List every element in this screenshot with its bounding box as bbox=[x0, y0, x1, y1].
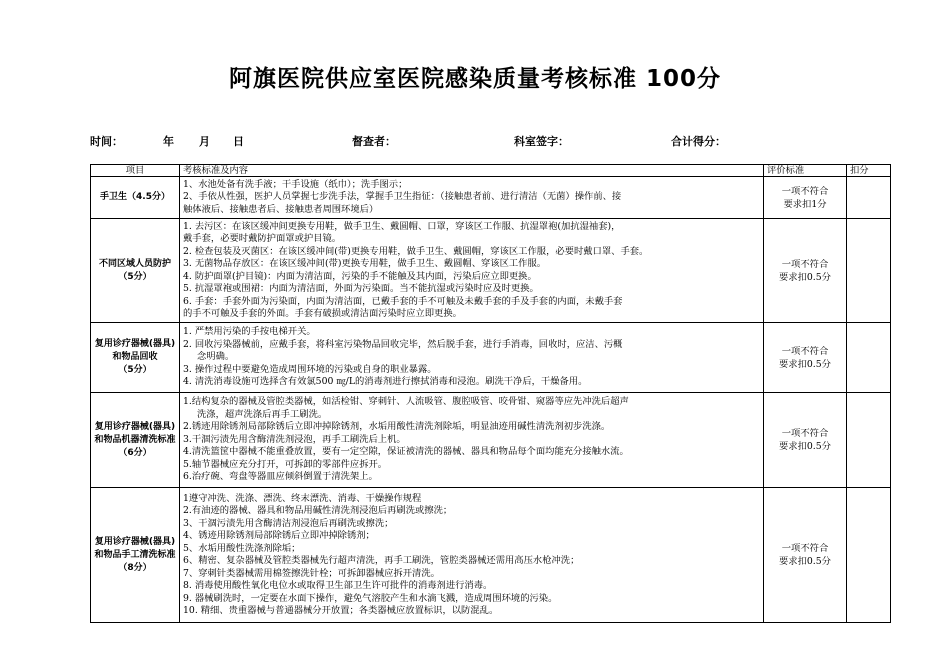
dept-sign-label: 科室签字： bbox=[514, 135, 569, 148]
content-line: 2. 回收污染器械前，应戴手套，将科室污染物品回收完毕，然后脱手套，进行手消毒，回收时，应洁、污概 bbox=[183, 338, 623, 350]
evaluation-text: 要求扣0.5分 bbox=[779, 441, 831, 452]
content-line: 3. 操作过程中要避免造成周围环境的污染或自身的职业暴露。 bbox=[183, 363, 437, 375]
content-line: 8. 消毒使用酸性氧化电位水或取得卫生部卫生许可批件的消毒剂进行消毒。 bbox=[183, 580, 493, 591]
content-line: 触体液后、接触患者后、接触患者周围环境后） bbox=[183, 203, 379, 215]
row-evaluation-cell bbox=[764, 393, 847, 488]
row-item-text: 和物品手工清洗标准 bbox=[94, 549, 176, 560]
row-item-text: 复用诊疗器械(器具) bbox=[94, 339, 176, 349]
row-item-text: 不同区域人员防护 bbox=[98, 258, 171, 269]
content-line: 3. 无菌物品存放区：在该区缓冲间(带)更换专用鞋，做手卫生、戴圆帽、穿该区工作服。 bbox=[183, 258, 547, 269]
content-line: 6.治疗碗、弯盘等器皿应倾斜倒置于清洗架上。 bbox=[183, 471, 378, 483]
content-line: 2、手依从性强，医护人员掌握七步洗手法，掌握手卫生指征：（接触患者前、进行清洁（无菌）操作前、接 bbox=[183, 191, 622, 203]
evaluation-text: 要求扣0.5分 bbox=[779, 358, 831, 370]
content-line: 7、穿刺针类器械需用棉签擦洗针栓；可拆卸器械应拆开清洗。 bbox=[183, 567, 440, 579]
content-line: 4. 清洗消毒设施可选择含有效氯500 ㎎/L的消毒剂进行擦拭消毒和浸泡。刷洗干净后，干燥备用。 bbox=[183, 376, 588, 388]
row-deduction-cell[interactable] bbox=[847, 488, 891, 623]
row-item-text: （8分） bbox=[118, 562, 152, 573]
row-evaluation-cell bbox=[764, 323, 847, 393]
content-line: 戴手套，必要时戴防护面罩或护目镜。 bbox=[183, 233, 342, 244]
row-item-cell bbox=[91, 488, 180, 623]
row-evaluation-cell bbox=[764, 488, 847, 623]
content-line: 的手不可触及手套的外面。手套有破损或清洁面污染时应立即更换。 bbox=[183, 308, 462, 319]
content-line: 1. 去污区：在该区缓冲间更换专用鞋，做手卫生、戴圆帽、口罩，穿该区工作服、抗湿罩袍(加抗湿袖套)， bbox=[183, 220, 621, 232]
content-line: 6. 手套：手套外面为污染面，内面为清洁面，已戴手套的手不可触及未戴手套的手及手套的内面，未戴手套 bbox=[183, 295, 623, 307]
assessment-table bbox=[90, 164, 891, 623]
row-item-text: 和物品机器清洗标准 bbox=[94, 434, 176, 445]
day-label: 日 bbox=[233, 135, 244, 148]
row-item-text: 手卫生（4.5分） bbox=[100, 192, 170, 202]
content-line: 4、锈迹用除锈剂局部除锈后立即冲掉除锈剂； bbox=[183, 530, 375, 541]
year-label: 年 bbox=[163, 135, 174, 148]
header-deduction: 扣分 bbox=[847, 165, 891, 177]
row-item-text: （6分） bbox=[118, 447, 152, 458]
row-content-cell bbox=[180, 177, 764, 219]
row-item-text: （5分） bbox=[118, 271, 152, 282]
month-label: 月 bbox=[199, 135, 210, 148]
row-item-cell bbox=[91, 177, 180, 219]
content-line: 5. 抗湿罩袍或围裙：内面为清洁面，外面为污染面。当不能抗湿或污染时应及时更换。 bbox=[183, 283, 539, 294]
table-row bbox=[91, 488, 891, 623]
row-content-cell bbox=[180, 488, 764, 623]
table-header-row bbox=[91, 165, 891, 177]
row-evaluation-cell bbox=[764, 219, 847, 323]
table-row bbox=[91, 323, 891, 393]
content-line: 6、精密、复杂器械及管腔类器械先行超声清洗，再手工刷洗，管腔类器械还需用高压水枪冲洗； bbox=[183, 555, 580, 566]
evaluation-text: 要求扣0.5分 bbox=[779, 271, 831, 283]
content-line: 3.干涸污渍先用含酶清洗剂浸泡，再手工刷洗后上机。 bbox=[183, 433, 406, 445]
row-content-cell bbox=[180, 393, 764, 488]
evaluation-text: 要求扣0.5分 bbox=[779, 556, 831, 567]
row-deduction-cell[interactable] bbox=[847, 177, 891, 219]
content-line: 10. 精细、贵重器械与普通器械分开放置；各类器械应放置标识，以防混乱。 bbox=[183, 605, 499, 616]
row-item-text: 复用诊疗器械(器具) bbox=[94, 421, 176, 432]
content-line: 4. 防护面罩(护目镜)：内面为清洁面，污染的手不能触及其内面，污染后应立即更换。 bbox=[183, 270, 537, 282]
evaluation-text: 一项不符合 bbox=[781, 428, 829, 439]
content-line: 1. 严禁用污染的手按电梯开关。 bbox=[183, 326, 316, 338]
row-item-cell bbox=[91, 219, 180, 323]
row-item-text: （5分） bbox=[118, 365, 152, 375]
row-content-cell bbox=[180, 219, 764, 323]
row-deduction-cell[interactable] bbox=[847, 323, 891, 393]
row-deduction-cell[interactable] bbox=[847, 393, 891, 488]
content-line: 5、水垢用酸性洗涤剂除垢； bbox=[183, 542, 301, 554]
header-content: 考核标准及内容 bbox=[180, 165, 764, 177]
content-line: 1遵守冲洗、洗涤、漂洗、终末漂洗、消毒、干燥操作规程 bbox=[183, 492, 422, 504]
evaluation-text: 一项不符合 bbox=[781, 345, 829, 357]
content-line: 1、水池处备有洗手液；干手设施（纸巾）；洗手图示； bbox=[183, 178, 408, 190]
content-line: 2.锈迹用除锈剂局部除锈后立即冲掉除锈剂，水垢用酸性清洗剂除垢，明显油迹用碱性清洗剂初步洗涤。 bbox=[183, 421, 611, 433]
content-line: 5.轴节器械应充分打开，可拆卸的零部件应拆开。 bbox=[183, 458, 388, 470]
content-line: 3、干涸污渍先用含酶清洁剂浸泡后再刷洗或擦洗； bbox=[183, 517, 394, 529]
page-title: 阿旗医院供应室医院感染质量考核标准 100分 bbox=[228, 66, 722, 92]
table-row bbox=[91, 177, 891, 219]
total-score-label: 合计得分： bbox=[671, 135, 726, 148]
evaluation-text: 一项不符合 bbox=[781, 258, 829, 270]
content-line: 2.有油迹的器械、器具和物品用碱性清洗剂浸泡后再刷洗或擦洗； bbox=[183, 505, 453, 516]
content-line: 9. 器械刷洗时，一定要在水面下操作，避免气溶胶产生和水滴飞溅，造成周围环境的污染。 bbox=[183, 592, 558, 604]
content-line: 念明确。 bbox=[197, 351, 235, 363]
row-deduction-cell[interactable] bbox=[847, 219, 891, 323]
evaluation-text: 一项不符合 bbox=[781, 543, 829, 554]
row-content-cell bbox=[180, 323, 764, 393]
row-item-text: 复用诊疗器械(器具) bbox=[94, 536, 176, 547]
row-item-cell bbox=[91, 323, 180, 393]
content-line: 2. 检查包装及灭菌区：在该区缓冲间(带)更换专用鞋，做手卫生、戴圆帽，穿该区工作服，必要时戴口罩、手套。 bbox=[183, 245, 649, 257]
content-line: 4.清洗篮筐中器械不能重叠放置，要有一定空隙，保证被清洗的器械、器具和物品每个面均能充分接触水流。 bbox=[183, 446, 629, 458]
time-label: 时间： bbox=[90, 135, 123, 148]
row-evaluation-cell bbox=[764, 177, 847, 219]
evaluation-text: 一项不符合 bbox=[781, 185, 829, 197]
evaluation-text: 要求扣1分 bbox=[783, 198, 827, 210]
row-item-text: 和物品回收 bbox=[112, 352, 158, 362]
table-row bbox=[91, 219, 891, 323]
table-row bbox=[91, 393, 891, 488]
header-evaluation: 评价标准 bbox=[764, 165, 847, 177]
header-item: 项目 bbox=[91, 165, 180, 177]
content-line: 洗涤，超声洗涤后再手工刷洗。 bbox=[197, 408, 328, 420]
content-line: 1.结构复杂的器械及管腔类器械，如活检钳、穿刺针、人流吸管、腹腔吸管、咬骨钳、窥器等应先冲洗后超声 bbox=[183, 396, 629, 408]
row-item-cell bbox=[91, 393, 180, 488]
inspector-label: 督查者： bbox=[352, 135, 396, 148]
